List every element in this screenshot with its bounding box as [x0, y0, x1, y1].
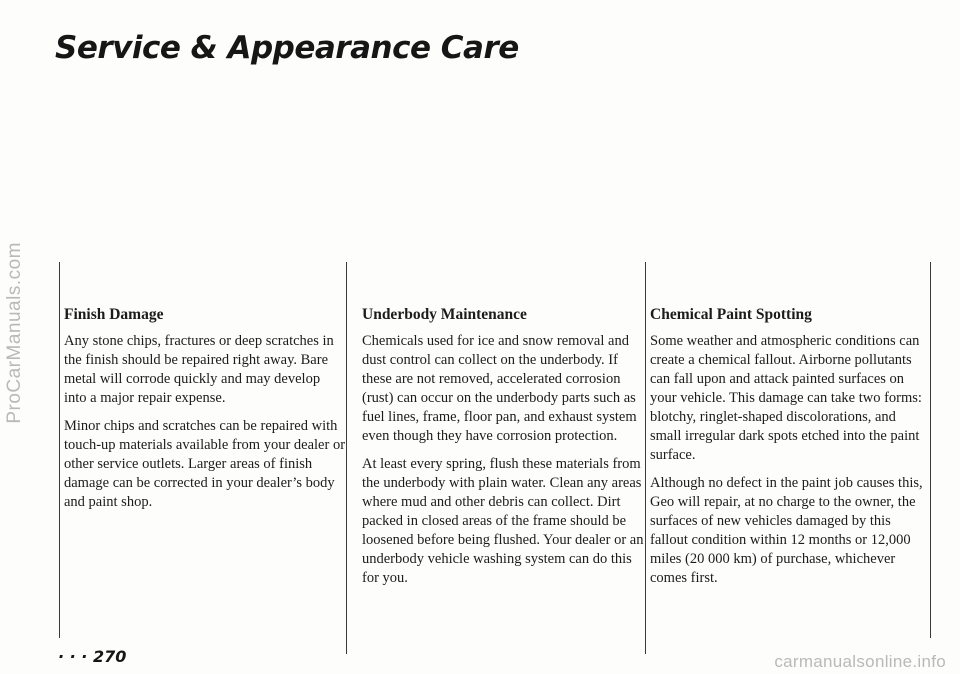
column-rule-right [930, 262, 931, 638]
page-number [58, 647, 126, 666]
page-number-value: 270 [92, 647, 127, 666]
column-chemical-paint-spotting [650, 305, 928, 597]
page-title: Service & Appearance Care [55, 30, 519, 66]
paragraph: Some weather and atmospheric conditions can create a chemical fallout. Airborne pollutants can fall upon and attack painted surfaces on your vehicle. This damage can take two forms: blotchy, ringlet-shaped discolorations, and small irregular dark spots etched into the paint surface. [650, 333, 922, 463]
paragraph: At least every spring, flush these materials from the underbody with plain water. Clean any areas where mud and other debris can collect. Dirt packed in closed areas of the frame should be loosened before being flushed. Your dealer or an underbody vehicle washing system can do this for you. [362, 456, 644, 586]
side-watermark [2, 8, 28, 658]
bottom-watermark: carmanualsonline.info [774, 652, 946, 671]
section-heading: Finish Damage [64, 306, 164, 323]
column-rule-middle-left [346, 262, 347, 654]
column-rule-middle-right [645, 262, 646, 654]
column-rule-left [59, 262, 60, 638]
paragraph: Minor chips and scratches can be repaired with touch-up materials available from your dealer or other service outlets. Larger areas of finish damage can be corrected in your dealer’s body and paint shop. [64, 418, 346, 510]
column-finish-damage [64, 305, 346, 521]
section-heading: Underbody Maintenance [362, 306, 527, 323]
paragraph: Any stone chips, fractures or deep scratches in the finish should be repaired right away. Bare metal will corrode quickly and may develop into a major repair expense. [64, 333, 334, 406]
page-number-dots: · · · [58, 647, 88, 666]
section-heading: Chemical Paint Spotting [650, 306, 812, 323]
side-watermark-text: ProCarManuals.com [4, 242, 25, 424]
paragraph: Chemicals used for ice and snow removal and dust control can collect on the underbody. If these are not removed, accelerated corrosion (rust) can occur on the underbody parts such as fuel lines, frame, floor pan, and exhaust system even though they have corrosion protection. [362, 333, 637, 444]
column-underbody-maintenance [362, 305, 644, 597]
paragraph: Although no defect in the paint job causes this, Geo will repair, at no charge to the owner, the surfaces of new vehicles damaged by this fallout condition within 12 months or 12,000 miles (20 000 km) of purchase, whichever comes first. [650, 475, 923, 586]
